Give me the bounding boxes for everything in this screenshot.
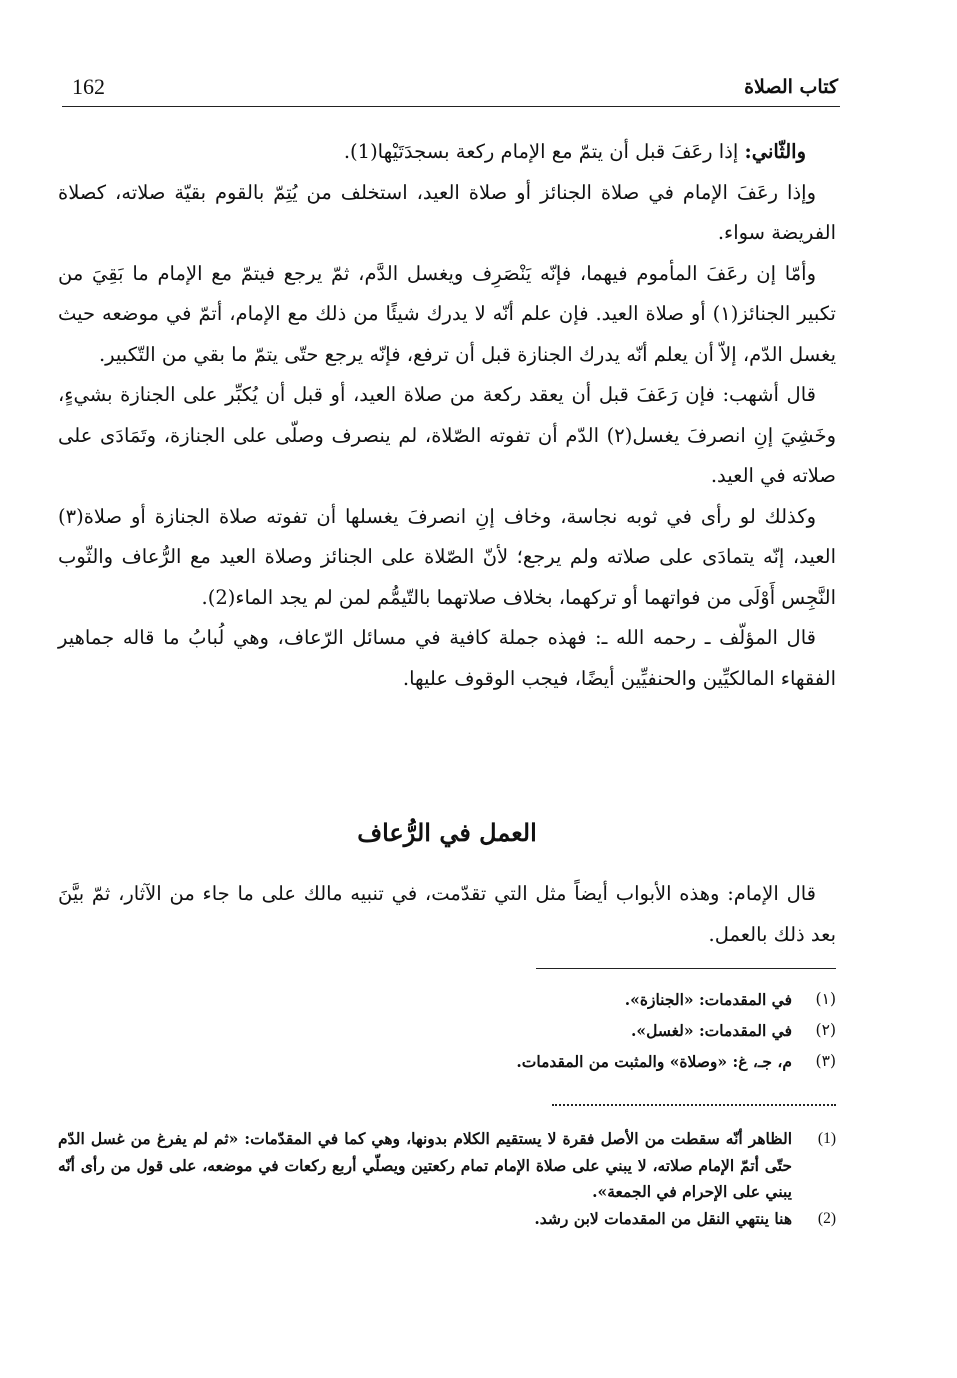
footnote-text: هنا ينتهي النقل من المقدمات لابن رشد. — [534, 1208, 792, 1228]
footnote-number: (١) — [815, 990, 836, 1008]
paragraph: قال أشهب: فإن رَعَفَ قبل أن يعقد ركعة من صلاة العيد، أو قبل أن يُكبِّر على الجنازة بشيءٍ، وخَشِيَ إنِ انصرفَ يغسل(٢) الدّم أن تفوته الصّلاة، لم ينصرف وصلّى على الجنازة، وتَمَادَى على صلاته في العيد. — [58, 383, 836, 487]
footnote — [58, 1126, 836, 1206]
paragraph: قال الإمام: وهذه الأبواب أيضاً مثل التي تقدّمت، في تنبيه مالك على ما جاء من الآثار، ثمّ بيَّنَ بعد ذلك بالعمل. — [58, 882, 836, 946]
apparatus-footnotes — [58, 984, 836, 1077]
footnote-number: (1) — [817, 1130, 836, 1147]
section-body — [58, 874, 836, 955]
footnote-number: (٢) — [815, 1021, 836, 1039]
footnote-text: في المقدمات: «لغسل». — [631, 1021, 792, 1040]
page-header — [62, 72, 840, 107]
paragraph: وإذا رعَفَ الإمام في صلاة الجنائز أو صلاة العيد، استخلف من يُتِمّ بالقوم بقيّة صلاته، كصلاة الفريضة سواء. — [58, 180, 836, 244]
footnote — [58, 984, 836, 1015]
footnote-text: م، جـ، غ: «وصلاة» والمثبت من المقدمات. — [516, 1052, 792, 1071]
footnote-number: (٣) — [815, 1052, 836, 1070]
footnote — [58, 1206, 836, 1233]
paragraph: قال المؤلّف ـ رحمه الله ـ: فهذه جملة كافية في مسائل الرّعاف، وهي لُبابُ ما قاله جماهير الفقهاء المالكيِّين والحنفيِّين أيضًا، فيجب الوقوف عليها. — [58, 626, 836, 690]
paragraph-lead: والثّاني: — [744, 140, 806, 163]
footnote-text: الظاهر أنّه سقطت من الأصل فقرة لا يستقيم الكلام بدونها، وهي كما في المقدّمات: «ثم لم يفرغ من غسل الدّم حتّى أتمّ الإمام صلاته، لا يبني على صلاة الإمام تمام ركعتين ويصلّي أربع ركعات في موضعه، على قول من رأى أنّه يبني على الإحرام في الجمعة». — [58, 1129, 792, 1201]
section-title: العمل في الرُّعاف — [357, 818, 537, 847]
footnote-divider — [536, 968, 836, 969]
paragraph: وكذلك لو رأى في ثوبه نجاسة، وخاف إنِ انصرفَ يغسلها أن تفوته صلاة الجنازة أو صلاة(٣) العيد، إنّه يتمادَى على صلاته ولم يرجع؛ لأنّ الصّلاة على الجنائز وصلاة العيد مع الرُّعاف والثّوب النَّجِس أَوْلَى من فواتهما أو تركهما، بخلاف صلاتهما بالتّيمُّم لمن لم يجد الماء(2). — [58, 504, 836, 609]
paragraph: وأمّا إن رعَفَ المأموم فيهما، فإنّه يَنْصَرِف ويغسل الدَّم، ثمّ يرجع فيتمّ مع الإمام ما بَقِيَ من تكبير الجنائز(١) أو صلاة العيد. فإن علم أنّه لا يدرك شيئًا من ذلك مع الإمام، أتمّ في موضعه حيث يغسل الدّم، إلاّ أن يعلم أنّه يدرك الجنازة قبل أن ترفع، فإنّه يرجع حتّى يتمّ ما بقي من التّكبير. — [58, 261, 836, 366]
page-number: 162 — [72, 74, 105, 99]
running-head: كتاب الصلاة — [744, 76, 838, 98]
body-text — [58, 132, 836, 699]
footnote — [58, 1015, 836, 1046]
footnote-number: (2) — [817, 1209, 836, 1227]
dotted-divider — [552, 1104, 836, 1106]
footnote-text: في المقدمات: «الجنازة». — [624, 990, 792, 1009]
footnote — [58, 1046, 836, 1077]
paragraph-text: إذا رعَفَ قبل أن يتمّ مع الإمام ركعة بسجدَتَيْها(1). — [343, 140, 745, 163]
editor-footnotes — [58, 1126, 836, 1232]
paragraph — [58, 132, 836, 173]
